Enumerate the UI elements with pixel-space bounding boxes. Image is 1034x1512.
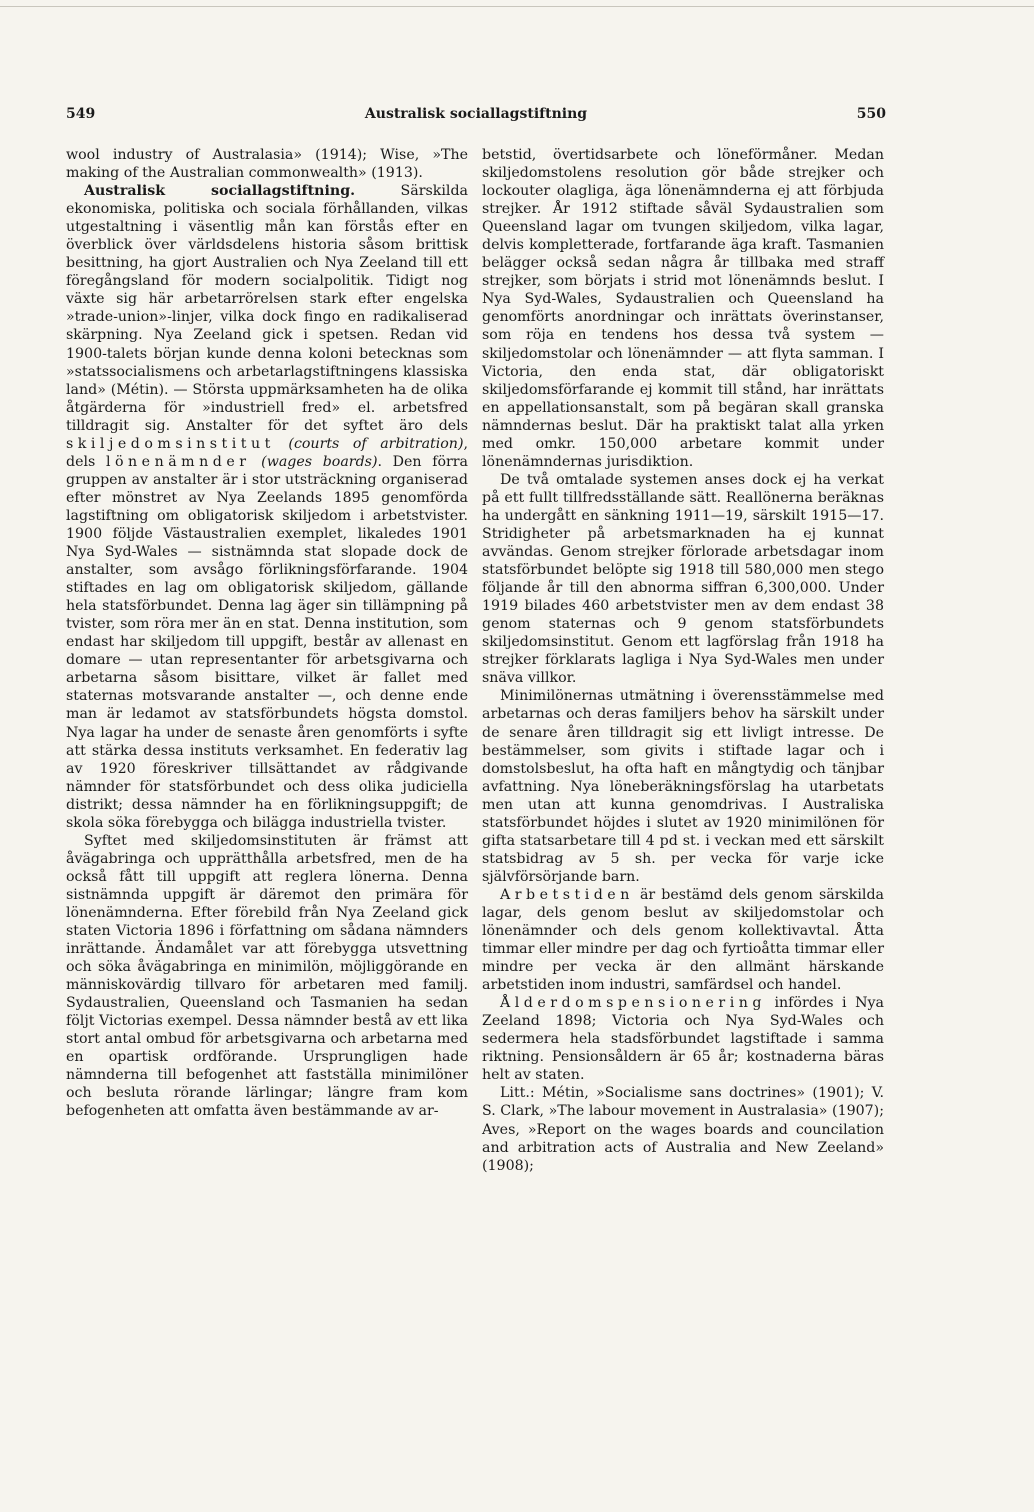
spaced-term: Ålderdomspensionering — [500, 995, 766, 1012]
left-column — [66, 146, 468, 1121]
page-number-right: 550 — [856, 106, 886, 122]
text-run: är bestämd dels genom särskilda lagar, dels genom beslut av skiljedomstolar och lönenämnder och dels genom kollektivavtal. Åtta timmar eller mindre per dag och fyrtioåtta timmar eller mindre per vecka är den allmänt härskande arbetstiden inom industri, samfärdsel och handel. — [482, 886, 884, 994]
running-title: Australisk sociallagstiftning — [364, 106, 588, 122]
italic-term: (courts of arbitration) — [288, 435, 464, 452]
page-number-left: 549 — [66, 106, 96, 122]
text-run — [251, 454, 262, 470]
spaced-term: Arbetstiden — [500, 886, 634, 903]
text-run: infördes i Nya Zeeland 1898; Victoria och Nya Syd-Wales och sedermera hela stadsförbundet lagstiftade i samma riktning. Pensionsåldern är 65 år; kostnaderna bäras helt av staten. — [482, 995, 884, 1084]
paragraph — [482, 886, 884, 994]
paragraph: betstid, övertidsarbete och löneförmåner. Medan skiljedomstolens resolution gör både strejker och lockouter olagliga, äga lönenämnderna ej att förbjuda strejker. År 1912 stiftade såväl Sydaustralien som Queensland lagar om tvungen skiljedom, vilka lagar, delvis kompletterade, fortfarande äga kraft. Tasmanien belägger också sedan några år tillbaka med straff strejker, som börjats i strid mot lönenämnds beslut. I Nya Syd-Wales, Sydaustralien och Queensland ha genomförts anordningar och inrättats överinstanser, som röja en tendens hos dessa två system — skiljedomstolar och lönenämnder — att flyta samman. I Victoria, den enda stat, där obligatoriskt skiljedomsförfarande ej kommit till stånd, har inrättats en appellationsanstalt, som på begäran skall granska nämndernas beslut. Där ha praktiskt talat alla yrken med omkr. 150,000 arbetare kommit under lönenämndernas jurisdiktion. — [482, 147, 884, 470]
right-column — [482, 146, 884, 1175]
article-heading: Australisk sociallagstiftning. — [84, 183, 356, 200]
top-rule — [0, 6, 1034, 7]
paragraph: Minimilönernas utmätning i överensstämmelse med arbetarnas och deras familjers behov ha särskilt under de senare åren tilldragit sig ett livligt intresse. De bestämmelser, som givits i stiftade lagar och i domstolsbeslut, ha ofta haft en mångtydig och tänjbar avfattning. Nya löneberäkningsförslag ha utarbetats men utan att kunna genomdrivas. I Australiska statsförbundet höjdes i slutet av 1920 minimilönen för gifta statsarbetare till 4 pd st. i veckan med ett särskilt statsbidrag av 5 sh. per vecka för varje icke självförsörjande barn. — [482, 688, 884, 885]
text-run: . Den förra gruppen av anstalter är i stor utsträckning organiserad efter mönstret av Nya Zeelands 1895 genomförda lagstiftning om obligatorisk skiljedom i arbetstvister. 1900 följde Västaustralien exemplet, likaledes 1901 Nya Syd-Wales — sistnämnda stat slopade dock de anstalter, som avsågo förlikningsförfarande. 1904 stiftades en lag om obligatorisk skiljedom, gällande hela statsförbundet. Denna lag äger sin tillämpning på tvister, som röra mer än en stat. Denna institution, som endast har skiljedom till uppgift, består av allenast en domare — utan representanter för arbetsgivarna och arbetarna såsom bisittare, vilket är fallet med staternas motsvarande anstalter —, och denne ende man är ledamot av statsförbundets högsta domstol. Nya lagar ha under de senaste åren genomförts i syfte att stärka dessa instituts verksamhet. En federativ lag av 1920 föreskriver tillsättandet av rådgivande nämnder för statsförbundet och dess olika judiciella distrikt; dessa nämnder ha en förlikningsuppgift; de skola söka förebygga och bilägga industriella tvister. — [66, 453, 469, 831]
text-run — [275, 436, 289, 452]
paragraph: De två omtalade systemen anses dock ej ha verkat på ett fullt tillfredsställande sätt. Reallönerna beräknas ha undergått en sänkning 1911—19, särskilt 1915—17. Stridigheter på arbetsmarknaden ha ej kunnat avvändas. Genom strejker förlorade arbetsdagar inom statsförbundet belöpte sig 1918 till 580,000 men stego följande år till den abnorma siffran 6,300,000. Under 1919 bilades 460 arbetstvister men av dem endast 38 genom staternas och 9 genom statsförbundets skiljedomsinstitut. Genom ett lagförslag från 1918 ha strejker förklarats lagliga i Nya Syd-Wales men under snäva villkor. — [482, 471, 884, 687]
paragraph: wool industry of Australasia» (1914); Wise, »The making of the Australian commonwealth» (1913). — [66, 147, 468, 182]
paragraph — [482, 994, 884, 1084]
article-paragraph — [66, 182, 468, 832]
text-run: , dels — [66, 435, 468, 470]
spaced-term: lönenämnder — [105, 453, 251, 470]
italic-term: (wages boards) — [261, 453, 378, 470]
text-run: Särskilda ekonomiska, politiska och sociala förhållanden, vilkas utgestaltning i väsentlig mån kan förstås efter en överblick över världsdelens historia såsom brittisk besittning, ha gjort Australien och Nya Zeeland till ett föregångsland för modern socialpolitik. Tidigt nog växte sig här arbetarrörelsen stark efter engelska »trade-union»-linjer, vilka dock fingo en radikaliserad skärpning. Nya Zeeland gick i spetsen. Redan vid 1900-talets början kunde denna koloni betecknas som »statssocialismens och arbetarlagstiftningens klassiska land» (Métin). — Största uppmärksamheten ha de olika åtgärderna för »industriell fred» el. arbetsfred tilldragit sig. Anstalter för det syftet äro dels — [66, 183, 468, 434]
paragraph: Syftet med skiljedomsinstituten är främst att åvägabringa och upprätthålla arbetsfred, men de ha också fått till uppgift att reglera lönerna. Denna sistnämnda uppgift är däremot den primära för lönenämnderna. Efter förebild från Nya Zeeland gick staten Victoria 1896 i författning om sådana nämnders inrättande. Ändamålet var att förebygga utsvettning och söka åvägabringa en minimilön, möjliggörande en människovärdig tillvaro för arbetaren med familj. Sydaustralien, Queensland och Tasmanien ha sedan följt Victorias exempel. Dessa nämnder bestå av ett lika stort antal ombud för arbetsgivarna och arbetarna med en opartisk ordförande. Ursprungligen hade nämnderna till befogenhet att fastställa minimilöner och besluta rörande lärlingar; längre fram kom befogenheten att omfatta även bestämmande av ar- — [66, 832, 468, 1120]
running-header — [66, 106, 886, 130]
literature-paragraph: Litt.: Métin, »Socialisme sans doctrines» (1901); V. S. Clark, »The labour movement in Australasia» (1907); Aves, »Report on the wages boards and councilation and arbitration acts of Australia and New Zeeland» (1908); — [482, 1085, 884, 1174]
spaced-term: skiljedomsinstitut — [66, 435, 275, 452]
